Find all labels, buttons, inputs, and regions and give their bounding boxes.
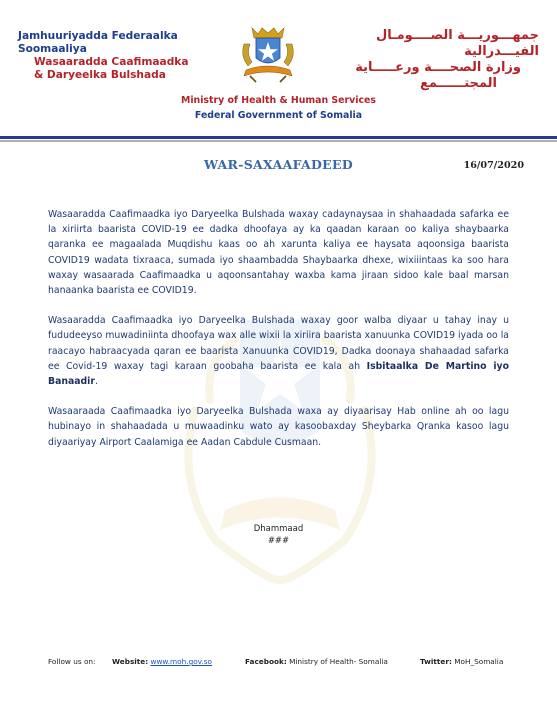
republic-name-somali: Jamhuuriyadda Federaalka Soomaaliya xyxy=(18,30,178,55)
header-divider xyxy=(0,136,557,139)
ministry-name-english: Ministry of Health & Human Services xyxy=(181,95,376,106)
paragraph-2-end: . xyxy=(94,376,98,388)
press-release-date: 16/07/2020 xyxy=(463,160,524,171)
facebook-contact xyxy=(245,657,388,666)
paragraph-2 xyxy=(48,313,509,389)
ministry-english-block xyxy=(0,93,557,123)
facebook-value: Ministry of Health- Somalia xyxy=(289,657,388,666)
paragraph-3: Wasaaraada Caafimaadka iyo Daryeelka Bulshada waxa ay diyaarisay Hab online ah oo lagu hubinayo in shahaadada u muwaadinku wato ay kasoobaxday Sheybarka Qranka kasoo lagu diyaariyay Airport Caalamiga ee Aadan Cabdule Cusmaan. xyxy=(48,406,509,448)
government-name-english: Federal Government of Somalia xyxy=(194,110,363,121)
ministry-name-somali-line2: & Daryeelka Bulshada xyxy=(34,69,166,81)
header-left-block xyxy=(18,30,233,82)
twitter-value: MoH_Somalia xyxy=(454,657,504,666)
twitter-contact xyxy=(420,657,503,666)
ministry-name-arabic-line2: المجتــــــمع xyxy=(420,76,497,91)
twitter-label: Twitter: xyxy=(420,657,452,666)
header-divider-secondary xyxy=(0,140,557,142)
facebook-label: Facebook: xyxy=(245,657,287,666)
website-label: Website: xyxy=(112,657,149,666)
coat-of-arms-logo xyxy=(236,22,300,86)
closing-word: Dhammaad xyxy=(253,524,304,534)
hospital-names: Isbitaalka De Martino iyo Banaadir xyxy=(48,360,509,388)
press-release-body xyxy=(48,207,509,465)
follow-us-label: Follow us on: xyxy=(48,657,96,666)
header-right-block-arabic xyxy=(324,28,539,92)
sign-off xyxy=(0,523,557,547)
ministry-name-somali-line1: Wasaaradda Caafimaadka xyxy=(34,56,189,68)
website-contact xyxy=(112,657,212,666)
ministry-name-arabic-line1: وزارة الصحــــة ورعـــــاية xyxy=(355,60,521,75)
press-release-title: WAR-SAXAAFADEED xyxy=(204,157,353,172)
paragraph-1: Wasaaradda Caafimaadka iyo Daryeelka Bulshada waxay cadaynaysaa in shahaadada safarka ee la xiriirta baarista COVID-19 ee dadka dhoofaya ay ka qaadan karaan oo kaliya shaybaarka qaranka ee magaalada Muqdishu kaas oo ah xarunta kaliya ee haysata aqoonsiga baarista COVID19 wadata tixraaca, sumada iyo shaambadda Shaybaarka dhexe, wixiiintaas ka soo hara waxay wasaarada Caafimaadka u aqoonsantahay waxba kama jiraan sidoo kale baal marsan hanaanka baarista ee COVID19. xyxy=(48,209,509,297)
paragraph-2-text: Wasaaradda Caafimaadka iyo Daryeelka Bulshada waxay goor walba diyaar u tahay inay u fududeeyso muwadiniinta dhoofaya wax alle wixii la xiriira baarista xanuunka COVID19 iyada oo la raacayo habraacyada qaran ee baarista Xanuunka COVID19, Dadka doonaya shahaadad safarka ee Covid-19 waxay tagi karaan goobaha baarista ee kala ah xyxy=(48,315,509,372)
republic-name-arabic: جمهـــوريـــة الصــــومـال الفيـــدرالية xyxy=(376,28,539,59)
website-link[interactable]: www.moh.gov.so xyxy=(150,657,213,666)
end-marks: ### xyxy=(267,536,290,546)
